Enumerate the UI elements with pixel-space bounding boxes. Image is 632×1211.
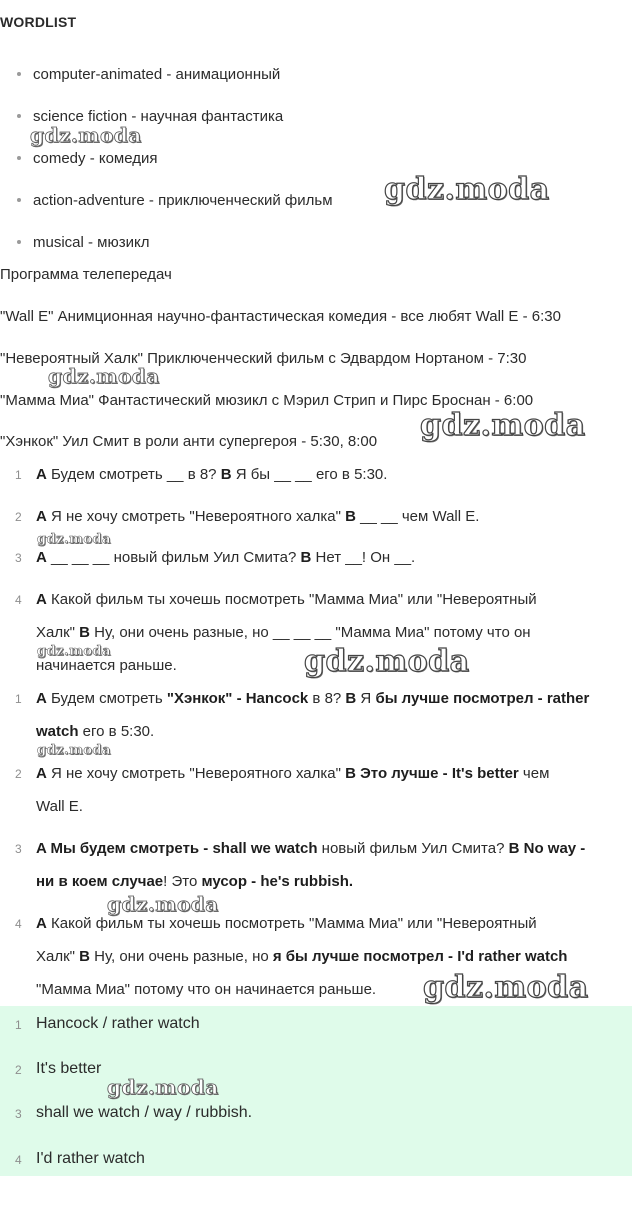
item-text: watch его в 5:30. (36, 723, 155, 740)
item-text: Халк" B Ну, они очень разные, но __ __ __ "Мамма Миа" потому что он (36, 624, 531, 641)
item-number: 1 (15, 468, 22, 482)
item-number: 2 (15, 510, 22, 524)
item-text: A Какой фильм ты хочешь посмотреть "Мамма Миа" или "Невероятный (36, 915, 537, 932)
wordlist-item: computer-animated - анимационный (17, 66, 280, 83)
bullet-icon (17, 114, 21, 118)
item-text: ни в коем случае! Это мусор - he's rubbish. (36, 873, 354, 890)
item-number: 4 (15, 917, 22, 931)
item-number: 1 (15, 692, 22, 706)
answer-text: I'd rather watch (36, 1150, 145, 1167)
item-text: Халк" B Ну, они очень разные, но я бы лучше посмотрел - I'd rather watch (36, 948, 568, 965)
answer-text: It's better (36, 1060, 102, 1077)
item-text: A Я не хочу смотреть "Невероятного халка" B Это лучше - It's better чем (36, 765, 550, 782)
tv-program-line: "Wall E" Анимционная научно-фантастическая комедия - все любят Wall E - 6:30 (0, 308, 561, 325)
bullet-icon (17, 72, 21, 76)
watermark: gdz.moda (107, 1075, 219, 1099)
item-text: "Мамма Миа" потому что он начинается раньше. (36, 981, 377, 998)
watermark: gdz.moda (384, 172, 550, 207)
wordlist-item: science fiction - научная фантастика (17, 108, 283, 125)
watermark: gdz.moda (48, 364, 160, 388)
answer-text: Hancock / rather watch (36, 1015, 200, 1032)
item-text: A Мы будем смотреть - shall we watch новый фильм Уил Смита? B No way - (36, 840, 586, 857)
item-number: 2 (15, 767, 22, 781)
watermark: gdz.moda (420, 408, 586, 443)
answer-text: shall we watch / way / rubbish. (36, 1104, 253, 1121)
tv-program-title: Программа телепередач (0, 266, 172, 283)
bullet-icon (17, 198, 21, 202)
tv-program-line: "Невероятный Халк" Приключенческий фильм с Эдвардом Нортаном - 7:30 (0, 350, 527, 367)
answers-panel (0, 1006, 632, 1176)
item-text: A Я не хочу смотреть "Невероятного халка" B __ __ чем Wall E. (36, 508, 480, 525)
watermark: gdz.moda (30, 123, 142, 147)
bullet-icon (17, 156, 21, 160)
answer-number: 2 (15, 1063, 22, 1077)
watermark: gdz.moda (304, 644, 470, 679)
answer-number: 4 (15, 1153, 22, 1167)
wordlist-heading: WORDLIST (0, 14, 77, 30)
wordlist-item: comedy - комедия (17, 150, 158, 167)
item-number: 3 (15, 551, 22, 565)
item-text: Wall E. (36, 798, 83, 815)
item-text: A Будем смотреть __ в 8? B Я бы __ __ его в 5:30. (36, 466, 388, 483)
item-number: 3 (15, 842, 22, 856)
tv-program-line: "Мамма Миа" Фантастический мюзикл с Мэрил Стрип и Пирс Броснан - 6:00 (0, 392, 534, 409)
bullet-icon (17, 240, 21, 244)
answer-number: 1 (15, 1018, 22, 1032)
watermark: gdz.moda (37, 743, 112, 758)
item-text: A Какой фильм ты хочешь посмотреть "Мамма Миа" или "Невероятный (36, 591, 537, 608)
watermark: gdz.moda (107, 892, 219, 916)
item-text: A __ __ __ новый фильм Уил Смита? B Нет __! Он __. (36, 549, 416, 566)
answer-number: 3 (15, 1107, 22, 1121)
wordlist-item: action-adventure - приключенческий фильм (17, 192, 333, 209)
item-text: A Будем смотреть "Хэнкок" - Hancock в 8? B Я бы лучше посмотрел - rather (36, 690, 590, 707)
wordlist-item: musical - мюзикл (17, 234, 149, 251)
item-text: начинается раньше. (36, 657, 177, 674)
watermark: gdz.moda (37, 532, 112, 547)
watermark: gdz.moda (37, 644, 112, 659)
item-number: 4 (15, 593, 22, 607)
watermark: gdz.moda (423, 970, 589, 1005)
tv-program-line: "Хэнкок" Уил Смит в роли анти супергероя - 5:30, 8:00 (0, 433, 378, 450)
